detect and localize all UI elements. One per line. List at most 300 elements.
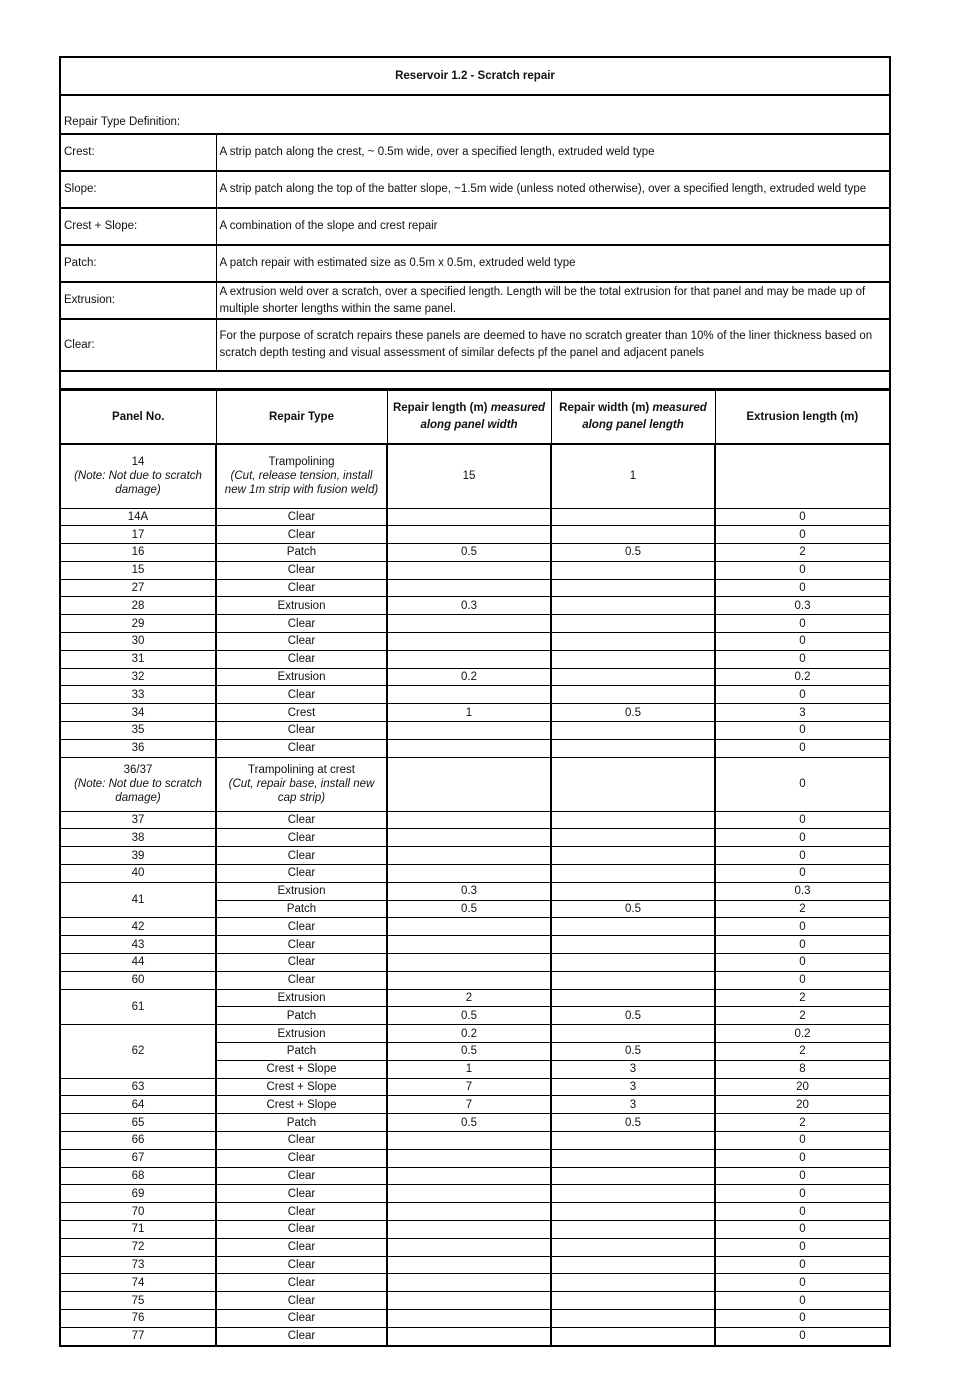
table-row [60,954,890,972]
extrusion-length-cell: 0 [715,1327,890,1345]
repair-length-cell [387,633,551,651]
panel-number: 43 [131,938,145,951]
panel-number-cell [60,668,216,686]
panel-number-cell [60,1025,216,1078]
extrusion-length-cell: 0 [715,1167,890,1185]
column-header-panel-no: Panel No. [60,391,216,445]
extrusion-length-cell: 0.3 [715,882,890,900]
panel-number-cell [60,650,216,668]
repair-length-cell: 0.3 [387,597,551,615]
repair-length-cell [387,1132,551,1150]
repair-type: Clear [287,1294,316,1307]
repair-width-cell [551,847,715,865]
panel-number-cell [60,865,216,883]
repair-type-cell [216,954,387,972]
repair-width-cell: 3 [551,1060,715,1078]
panel-number: 62 [131,1045,145,1058]
repair-type: Clear [287,528,316,541]
panel-number-cell [60,597,216,615]
repair-width-cell [551,1025,715,1043]
repair-length-cell: 1 [387,704,551,722]
repair-length-cell [387,829,551,847]
repair-type-cell [216,579,387,597]
table-row [60,615,890,633]
repair-length-cell [387,722,551,740]
extrusion-length-cell: 0 [715,1220,890,1238]
panel-number: 60 [131,974,145,987]
table-row [60,526,890,544]
repair-type: Clear [287,1152,316,1165]
panel-number: 36/37 [123,764,153,777]
repair-table-body [60,444,890,1346]
repair-type: Clear [287,635,316,648]
repair-length-cell [387,508,551,526]
repair-length-cell [387,811,551,829]
repair-type: Clear [287,688,316,701]
repair-type: Clear [287,920,316,933]
table-row [60,1238,890,1256]
panel-number: 34 [131,706,145,719]
repair-width-cell [551,508,715,526]
panel-number-cell [60,1149,216,1167]
panel-number: 30 [131,635,145,648]
repair-type-cell [216,444,387,508]
extrusion-length-cell: 0 [715,508,890,526]
table-row [60,865,890,883]
table-row [60,561,890,579]
repair-type-cell [216,882,387,900]
repair-type: Crest + Slope [266,1081,337,1093]
repair-type: Clear [287,1187,316,1200]
repair-width-cell [551,615,715,633]
repair-type-cell [216,1007,387,1025]
table-row [60,1309,890,1327]
panel-number: 35 [131,724,145,737]
panel-number-cell [60,1220,216,1238]
repair-type-cell [216,1274,387,1292]
table-row [60,1274,890,1292]
repair-length-cell [387,1327,551,1345]
repair-width-cell [551,1309,715,1327]
repair-type: Clear [287,956,316,969]
panel-number: 75 [131,1294,145,1307]
repair-type: Clear [287,938,316,951]
panel-number: 73 [131,1258,145,1271]
repair-type: Clear [287,831,316,844]
repair-length-cell [387,561,551,579]
repair-length-cell [387,1203,551,1221]
repair-type-cell [216,811,387,829]
repair-width-cell [551,1274,715,1292]
extrusion-length-cell: 0 [715,1256,890,1274]
repair-length-cell [387,1185,551,1203]
repair-type-cell [216,1238,387,1256]
table-row [60,936,890,954]
repair-type: Clear [287,974,316,987]
repair-length-label: Repair length (m) [392,402,488,414]
extrusion-length-cell: 0 [715,615,890,633]
panel-number-cell [60,739,216,757]
definition-text: A extrusion weld over a scratch, over a specified length. Length will be the total extrusion for that panel and may be made up of multiple shorter lengths within the same panel. [216,282,890,319]
repair-type-cell [216,1203,387,1221]
panel-number: 64 [131,1098,145,1111]
panel-number: 42 [131,920,145,933]
repair-width-cell [551,561,715,579]
extrusion-length-cell: 0 [715,1292,890,1310]
extrusion-length-cell: 0 [715,847,890,865]
panel-number-cell [60,686,216,704]
table-row [60,829,890,847]
repair-length-cell [387,918,551,936]
repair-length-note: measured along panel width [420,402,546,431]
panel-number-cell [60,1185,216,1203]
repair-length-cell [387,757,551,811]
repair-length-cell: 0.5 [387,1043,551,1061]
repair-width-cell [551,1203,715,1221]
extrusion-length-cell: 0 [715,686,890,704]
table-row [60,668,890,686]
panel-number-cell [60,1203,216,1221]
panel-number: 71 [131,1223,145,1236]
repair-length-cell: 0.5 [387,900,551,918]
repair-width-cell [551,1256,715,1274]
table-row [60,971,890,989]
repair-width-cell: 1 [551,444,715,508]
repair-width-cell [551,686,715,704]
panel-number: 68 [131,1169,145,1182]
repair-type-cell [216,1256,387,1274]
repair-width-cell [551,650,715,668]
extrusion-length-cell: 0 [715,561,890,579]
extrusion-length-cell: 0 [715,1309,890,1327]
repair-length-cell: 15 [387,444,551,508]
table-row [60,650,890,668]
panel-number-cell [60,936,216,954]
definition-term: Extrusion: [60,282,216,319]
repair-type-cell [216,561,387,579]
repair-length-cell [387,847,551,865]
extrusion-length-cell: 0 [715,918,890,936]
panel-number: 77 [131,1330,145,1343]
definition-term: Crest: [60,134,216,171]
table-row [60,1096,890,1114]
panel-number: 72 [131,1241,145,1254]
definition-row-slope [60,171,890,208]
panel-number: 31 [131,653,145,666]
repair-type-cell [216,686,387,704]
panel-number-cell [60,954,216,972]
extrusion-length-cell: 2 [715,1114,890,1132]
table-row [60,444,890,508]
repair-type-cell [216,1132,387,1150]
panel-number-cell [60,1309,216,1327]
panel-number-cell [60,1167,216,1185]
repair-type: Clear [287,849,316,862]
repair-width-cell [551,829,715,847]
repair-length-cell [387,1274,551,1292]
repair-type-cell [216,989,387,1007]
panel-number-cell [60,444,216,508]
repair-type-cell [216,1292,387,1310]
repair-type: Clear [287,510,316,523]
panel-number: 38 [131,831,145,844]
panel-number: 16 [131,546,145,559]
repair-type: Clear [287,564,316,577]
table-row [60,1327,890,1345]
repair-type-cell [216,1114,387,1132]
definition-text: A strip patch along the top of the batter slope, ~1.5m wide (unless noted otherwise), over a specified length, extruded weld type [216,171,890,208]
panel-number-cell [60,1292,216,1310]
panel-number: 61 [131,1000,145,1013]
column-header-extrusion-length: Extrusion length (m) [715,391,890,445]
panel-number-cell [60,971,216,989]
definition-text: A patch repair with estimated size as 0.5m x 0.5m, extruded weld type [216,245,890,282]
panel-number-cell [60,1327,216,1345]
extrusion-length-cell: 0 [715,971,890,989]
repair-length-cell [387,865,551,883]
panel-note: (Note: Not due to scratch damage) [74,778,202,805]
definition-row-patch [60,245,890,282]
repair-type: Extrusion [277,599,326,612]
panel-number-cell [60,722,216,740]
panel-number: 28 [131,599,145,612]
repair-type-cell [216,829,387,847]
panel-number-cell [60,561,216,579]
repair-type-cell [216,1167,387,1185]
extrusion-length-cell: 20 [715,1078,890,1096]
repair-width-cell [551,597,715,615]
repair-type-cell [216,1060,387,1078]
sheet-title: Reservoir 1.2 - Scratch repair [60,57,890,95]
panel-number: 69 [131,1187,145,1200]
table-row [60,544,890,562]
definition-term: Patch: [60,245,216,282]
extrusion-length-cell: 2 [715,989,890,1007]
panel-number-cell [60,1238,216,1256]
panel-number-cell [60,1256,216,1274]
repair-type: Patch [286,1045,317,1058]
repair-length-cell: 0.5 [387,544,551,562]
extrusion-length-cell: 0 [715,722,890,740]
repair-length-cell: 0.5 [387,1007,551,1025]
repair-width-cell: 0.5 [551,1043,715,1061]
repair-width-cell [551,668,715,686]
extrusion-length-cell: 0 [715,1185,890,1203]
panel-number: 65 [131,1116,145,1129]
repair-width-cell [551,722,715,740]
repair-type: Clear [287,582,316,595]
repair-type-cell [216,1327,387,1345]
repair-type: Trampolining [268,456,335,469]
extrusion-length-cell: 0 [715,865,890,883]
repair-length-cell [387,954,551,972]
repair-type-definition-row [60,95,890,134]
panel-number: 37 [131,814,145,827]
panel-number-cell [60,882,216,918]
extrusion-length-cell: 0.2 [715,668,890,686]
repair-width-cell [551,1220,715,1238]
repair-type-cell [216,633,387,651]
panel-number: 32 [131,671,145,684]
extrusion-length-cell: 0 [715,1132,890,1150]
panel-number-cell [60,847,216,865]
extrusion-length-cell: 20 [715,1096,890,1114]
extrusion-length-cell: 0 [715,936,890,954]
panel-number: 39 [131,849,145,862]
definition-row-crest-slope [60,208,890,245]
repair-type-cell [216,900,387,918]
repair-width-cell [551,579,715,597]
repair-length-cell [387,579,551,597]
definition-row-extrusion [60,282,890,319]
repair-type-cell [216,1043,387,1061]
repair-type: Clear [287,617,316,630]
definition-text: For the purpose of scratch repairs these panels are deemed to have no scratch greater than 10% of the liner thickness based on scratch depth testing and visual assessment of similar defects pf the panel and adjacent panels [216,319,890,371]
table-row [60,633,890,651]
repair-type-note: (Cut, repair base, install new cap strip) [228,778,375,805]
definition-text: A strip patch along the crest, ~ 0.5m wide, over a specified length, extruded weld type [216,134,890,171]
panel-note: (Note: Not due to scratch damage) [74,470,202,497]
table-row [60,847,890,865]
table-row [60,1132,890,1150]
repair-type: Clear [287,1312,316,1325]
repair-table-header [60,391,890,445]
repair-type-cell [216,544,387,562]
repair-length-cell [387,739,551,757]
table-row [60,918,890,936]
table-row [60,1025,890,1043]
repair-type-cell [216,597,387,615]
panel-number: 33 [131,688,145,701]
panel-number-cell [60,615,216,633]
repair-length-cell: 2 [387,989,551,1007]
panel-number: 70 [131,1205,145,1218]
repair-length-cell [387,1309,551,1327]
repair-type: Clear [287,1134,316,1147]
repair-width-cell [551,954,715,972]
repair-type: Crest + Slope [266,1098,337,1111]
extrusion-length-cell: 0 [715,757,890,811]
repair-length-cell: 0.2 [387,1025,551,1043]
panel-number: 14 [131,456,145,469]
panel-number: 14A [127,510,149,523]
repair-width-cell [551,989,715,1007]
extrusion-length-cell: 3 [715,704,890,722]
repair-type-cell [216,1149,387,1167]
repair-type: Clear [287,1205,316,1218]
extrusion-length-cell: 0 [715,1238,890,1256]
repair-length-cell: 1 [387,1060,551,1078]
definition-row-clear [60,319,890,371]
repair-type-cell [216,722,387,740]
column-header-repair-type: Repair Type [216,391,387,445]
repair-type: Crest + Slope [266,1063,337,1076]
repair-type-cell [216,865,387,883]
repair-width-cell: 0.5 [551,1007,715,1025]
repair-type-cell [216,650,387,668]
panel-number: 15 [131,564,145,577]
panel-number: 27 [131,582,145,595]
repair-width-cell [551,865,715,883]
repair-width-label: Repair width (m) [559,402,650,414]
column-header-repair-width [551,391,715,445]
repair-width-cell [551,811,715,829]
panel-number: 40 [131,867,145,880]
panel-number-cell [60,704,216,722]
repair-length-cell: 0.2 [387,668,551,686]
extrusion-length-cell: 2 [715,1043,890,1061]
panel-number: 44 [131,956,145,969]
repair-length-cell [387,686,551,704]
repair-width-cell [551,971,715,989]
repair-type: Clear [287,653,316,666]
table-row [60,811,890,829]
table-row [60,579,890,597]
repair-type: Extrusion [277,992,326,1005]
extrusion-length-cell: 2 [715,900,890,918]
repair-type: Patch [286,1116,317,1129]
definition-term: Clear: [60,319,216,371]
repair-type-note: (Cut, release tension, install new 1m strip with fusion weld) [224,470,379,497]
repair-table [59,390,891,1347]
panel-number-cell [60,579,216,597]
table-row [60,508,890,526]
panel-number: 17 [131,528,145,541]
repair-type-cell [216,847,387,865]
repair-type: Patch [286,903,317,916]
spacer-row [60,371,890,389]
definition-term: Crest + Slope: [60,208,216,245]
panel-number-cell [60,811,216,829]
panel-number-cell [60,633,216,651]
extrusion-length-cell: 0 [715,1203,890,1221]
repair-length-cell: 7 [387,1096,551,1114]
repair-type-cell [216,971,387,989]
repair-length-cell [387,1292,551,1310]
panel-number-cell [60,757,216,811]
repair-type-cell [216,1078,387,1096]
scratch-repair-sheet [59,56,889,1347]
repair-type: Clear [287,814,316,827]
repair-length-cell [387,526,551,544]
repair-type: Trampolining at crest [248,764,355,777]
extrusion-length-cell: 0 [715,811,890,829]
repair-type-definition-label: Repair Type Definition: [60,95,890,134]
repair-type-cell [216,615,387,633]
table-row [60,1149,890,1167]
table-row [60,1203,890,1221]
table-row [60,704,890,722]
title-row [60,57,890,95]
table-row [60,1292,890,1310]
repair-type: Clear [287,742,316,755]
repair-width-cell [551,936,715,954]
repair-width-cell [551,526,715,544]
panel-number: 63 [131,1081,145,1093]
panel-number-cell [60,508,216,526]
repair-length-cell [387,971,551,989]
panel-number-cell [60,1114,216,1132]
extrusion-length-cell: 0 [715,829,890,847]
repair-type: Clear [287,867,316,880]
panel-number-cell [60,989,216,1025]
repair-length-cell: 0.3 [387,882,551,900]
extrusion-length-cell: 8 [715,1060,890,1078]
repair-width-cell [551,739,715,757]
repair-type-cell [216,1220,387,1238]
repair-width-cell: 0.5 [551,704,715,722]
repair-type-cell [216,704,387,722]
